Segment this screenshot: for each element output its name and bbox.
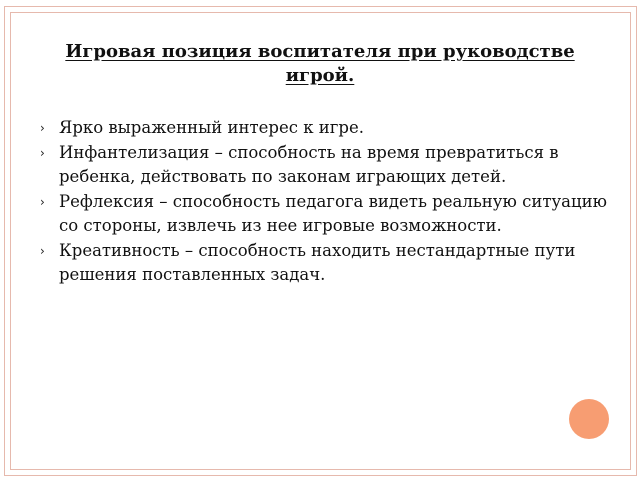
bullet-text: Креативность – способность находить нестандартные пути решения поставленных задач. bbox=[59, 240, 576, 284]
bullet-item bbox=[40, 190, 615, 239]
bullet-text: Ярко выраженный интерес к игре. bbox=[59, 118, 364, 137]
bullet-list bbox=[40, 116, 615, 288]
chevron-right-icon: › bbox=[40, 121, 45, 135]
chevron-right-icon: › bbox=[40, 243, 45, 258]
bullet-text: Инфантелизация – способность на время превратиться в ребенка, действовать по законам играющих детей. bbox=[59, 142, 559, 186]
chevron-right-icon: › bbox=[40, 145, 45, 160]
slide-title: Игровая позиция воспитателя при руководстве игрой. bbox=[65, 41, 575, 86]
bullet-item bbox=[40, 141, 615, 190]
bullet-item bbox=[40, 116, 615, 141]
decorative-circle-icon bbox=[569, 399, 609, 439]
bullet-text: Рефлексия – способность педагога видеть реальную ситуацию со стороны, извлечь из нее игровые возможности. bbox=[59, 191, 607, 235]
bullet-item bbox=[40, 239, 615, 288]
chevron-right-icon: › bbox=[40, 194, 45, 209]
